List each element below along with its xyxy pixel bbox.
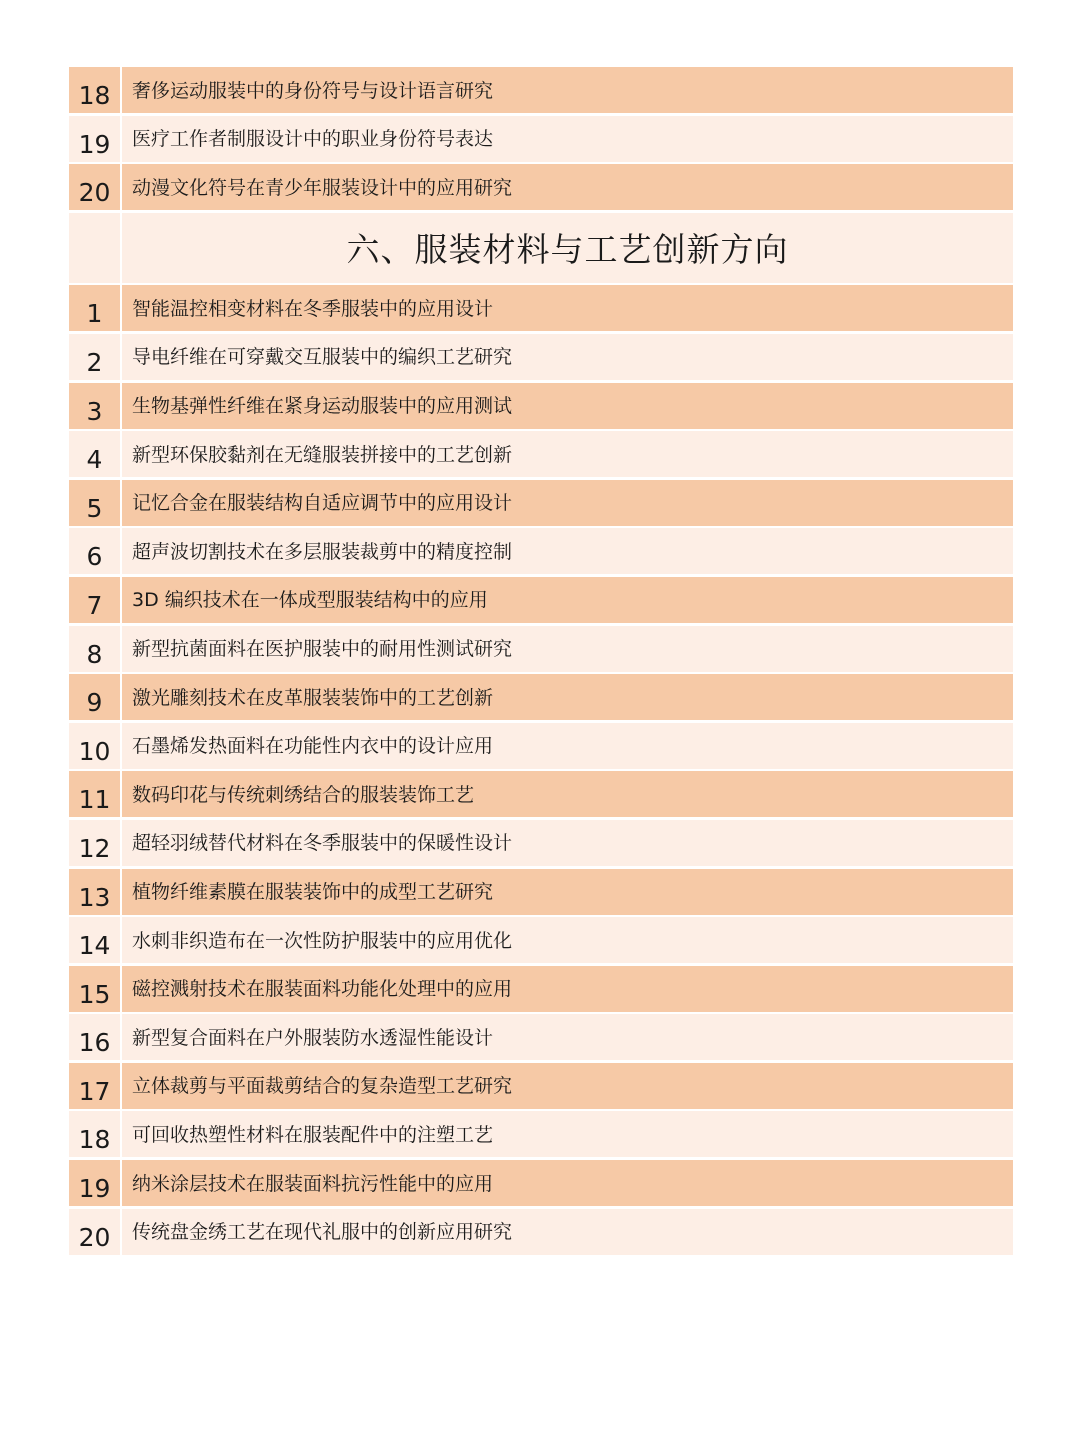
row-title: 立体裁剪与平面裁剪结合的复杂造型工艺研究 — [122, 1063, 1013, 1109]
table-row — [69, 869, 1013, 915]
table-row — [69, 1209, 1013, 1255]
row-number: 11 — [69, 771, 120, 817]
row-number: 14 — [69, 917, 120, 963]
table-row — [69, 1063, 1013, 1109]
row-title: 纳米涂层技术在服装面料抗污性能中的应用 — [122, 1160, 1013, 1206]
table-row — [69, 1014, 1013, 1060]
row-title: 可回收热塑性材料在服装配件中的注塑工艺 — [122, 1111, 1013, 1157]
section-title: 六、服装材料与工艺创新方向 — [122, 213, 1013, 283]
topic-table — [69, 67, 1013, 1255]
row-number: 20 — [69, 1209, 120, 1255]
table-row — [69, 966, 1013, 1012]
row-number: 10 — [69, 723, 120, 769]
table-row — [69, 626, 1013, 672]
table-row — [69, 383, 1013, 429]
table-row — [69, 674, 1013, 720]
table-row — [69, 67, 1013, 113]
row-title: 3D 编织技术在一体成型服装结构中的应用 — [122, 577, 1013, 623]
row-title: 医疗工作者制服设计中的职业身份符号表达 — [122, 116, 1013, 162]
table-row — [69, 116, 1013, 162]
row-number: 9 — [69, 674, 120, 720]
row-number: 6 — [69, 528, 120, 574]
row-title: 新型抗菌面料在医护服装中的耐用性测试研究 — [122, 626, 1013, 672]
table-row — [69, 480, 1013, 526]
row-number: 4 — [69, 431, 120, 477]
table-row — [69, 723, 1013, 769]
table-row — [69, 820, 1013, 866]
row-title: 磁控溅射技术在服装面料功能化处理中的应用 — [122, 966, 1013, 1012]
table-row — [69, 1111, 1013, 1157]
row-number: 7 — [69, 577, 120, 623]
row-number: 18 — [69, 1111, 120, 1157]
section-number-cell — [69, 213, 120, 283]
row-number: 15 — [69, 966, 120, 1012]
row-title: 记忆合金在服装结构自适应调节中的应用设计 — [122, 480, 1013, 526]
row-number: 3 — [69, 383, 120, 429]
row-number: 18 — [69, 67, 120, 113]
row-title: 动漫文化符号在青少年服装设计中的应用研究 — [122, 164, 1013, 210]
row-title: 激光雕刻技术在皮革服装装饰中的工艺创新 — [122, 674, 1013, 720]
row-number: 5 — [69, 480, 120, 526]
table-row — [69, 528, 1013, 574]
row-title: 水刺非织造布在一次性防护服装中的应用优化 — [122, 917, 1013, 963]
row-title: 超声波切割技术在多层服装裁剪中的精度控制 — [122, 528, 1013, 574]
table-row — [69, 917, 1013, 963]
row-title: 超轻羽绒替代材料在冬季服装中的保暖性设计 — [122, 820, 1013, 866]
row-title: 数码印花与传统刺绣结合的服装装饰工艺 — [122, 771, 1013, 817]
row-title: 智能温控相变材料在冬季服装中的应用设计 — [122, 285, 1013, 331]
row-number: 17 — [69, 1063, 120, 1109]
table-row — [69, 164, 1013, 210]
row-number: 20 — [69, 164, 120, 210]
row-title: 奢侈运动服装中的身份符号与设计语言研究 — [122, 67, 1013, 113]
row-title: 石墨烯发热面料在功能性内衣中的设计应用 — [122, 723, 1013, 769]
table-row — [69, 577, 1013, 623]
table-row — [69, 431, 1013, 477]
row-number: 12 — [69, 820, 120, 866]
row-title: 导电纤维在可穿戴交互服装中的编织工艺研究 — [122, 334, 1013, 380]
row-number: 19 — [69, 116, 120, 162]
row-title: 生物基弹性纤维在紧身运动服装中的应用测试 — [122, 383, 1013, 429]
table-row — [69, 334, 1013, 380]
row-number: 19 — [69, 1160, 120, 1206]
row-number: 8 — [69, 626, 120, 672]
row-title: 植物纤维素膜在服装装饰中的成型工艺研究 — [122, 869, 1013, 915]
row-number: 16 — [69, 1014, 120, 1060]
row-title: 新型环保胶黏剂在无缝服装拼接中的工艺创新 — [122, 431, 1013, 477]
row-number: 1 — [69, 285, 120, 331]
table-row — [69, 1160, 1013, 1206]
section-header-row — [69, 213, 1013, 283]
row-number: 13 — [69, 869, 120, 915]
table-row — [69, 771, 1013, 817]
row-title: 新型复合面料在户外服装防水透湿性能设计 — [122, 1014, 1013, 1060]
table-row — [69, 285, 1013, 331]
row-number: 2 — [69, 334, 120, 380]
row-title: 传统盘金绣工艺在现代礼服中的创新应用研究 — [122, 1209, 1013, 1255]
